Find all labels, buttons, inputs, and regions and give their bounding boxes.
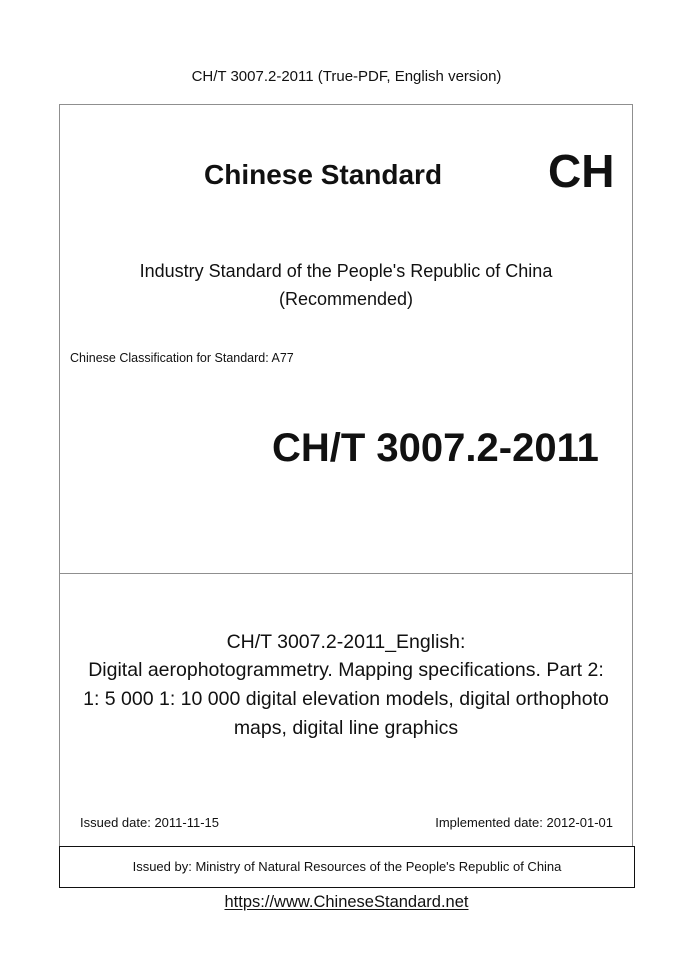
description-line-1: CH/T 3007.2-2011_English: — [226, 631, 466, 653]
issued-date: Issued date: 2011-11-15 — [80, 815, 220, 830]
description-line-3: 1: 5 000 1: 10 000 digital elevation models, digital orthophoto — [83, 688, 609, 710]
classification-label: Chinese Classification for Standard: A77 — [70, 351, 294, 365]
industry-standard-line: Industry Standard of the People's Republic of China — [139, 261, 553, 281]
issued-by-text: Issued by: Ministry of Natural Resources of the People's Republic of China — [132, 859, 562, 874]
document-header-title: CH/T 3007.2-2011 (True-PDF, English version) — [191, 68, 502, 85]
implemented-date: Implemented date: 2012-01-01 — [435, 815, 613, 830]
description-line-4: maps, digital line graphics — [233, 717, 459, 739]
website-link[interactable]: https://www.ChineseStandard.net — [224, 893, 469, 911]
brand-title: Chinese Standard — [204, 159, 443, 190]
brand-code: CH — [548, 145, 615, 197]
description-line-2: Digital aerophotogrammetry. Mapping specifications. Part 2: — [88, 659, 604, 681]
standard-number: CH/T 3007.2-2011 — [272, 426, 599, 470]
recommended-label: (Recommended) — [278, 289, 414, 309]
